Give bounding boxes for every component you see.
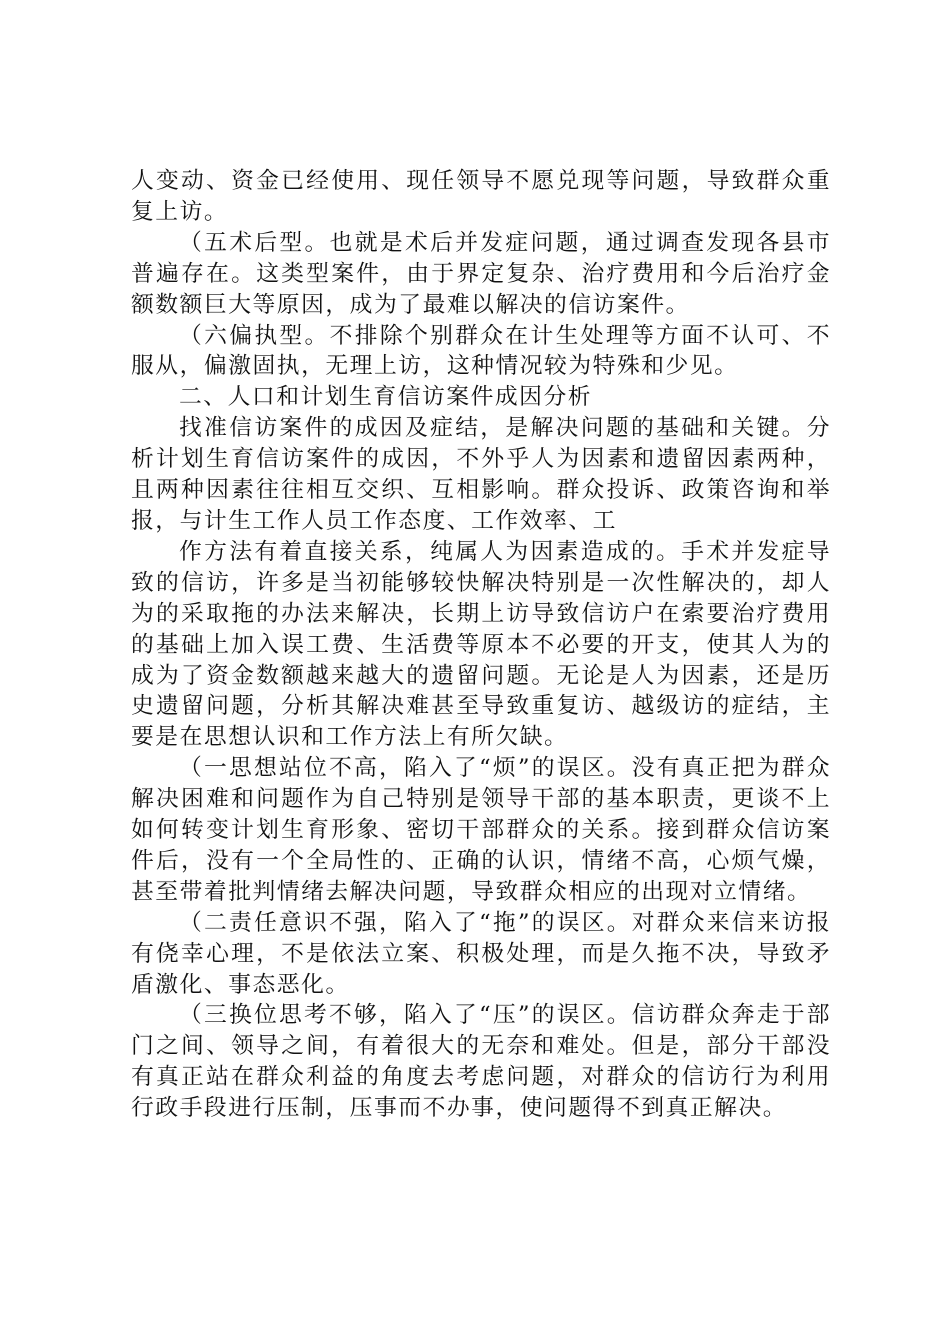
section-heading: 二、人口和计划生育信访案件成因分析	[179, 384, 593, 411]
paragraph-analysis: 作方法有着直接关系，纯属人为因素造成的。手术并发症导致的信访，许多是当初能够较快解决特别是一次性解决的，却人为的采取拖的办法来解决，长期上访导致信访户在索要治疗费用的基础上加入误工费、生活费等原本不必要的开支，使其人为的成为了资金数额越来越大的遗留问题。无论是人为因素，还是历史遗留问题，分析其解决难甚至导致重复访、越级访的症结，主要是在思想认识和工作方法上有所欠缺。	[131, 538, 831, 751]
paragraph-intro: 找准信访案件的成因及症结，是解决问题的基础和关键。分析计划生育信访案件的成因，不外乎人为因素和遗留因素两种，且两种因素往往相互交织、互相影响。群众投诉、政策咨询和举报，与计生工作人员工作态度、工作效率、工	[131, 415, 831, 534]
paragraph-point-1: （一思想站位不高，陷入了“烦”的误区。没有真正把为群众解决困难和问题作为自己特别是领导干部的基本职责，更谈不上如何转变计划生育形象、密切干部群众的关系。接到群众信访案件后，没有一个全局性的、正确的认识，情绪不高，心烦气燥，甚至带着批判情绪去解决问题，导致群众相应的出现对立情绪。	[131, 755, 831, 905]
body-text	[131, 166, 831, 1124]
paragraph-point-2: （二责任意识不强，陷入了“拖”的误区。对群众来信来访报有侥幸心理，不是依法立案、积极处理，而是久拖不决，导致矛盾激化、事态恶化。	[131, 909, 831, 998]
paragraph-point-3: （三换位思考不够，陷入了“压”的误区。信访群众奔走于部门之间、领导之间，有着很大的无奈和难处。但是，部分干部没有真正站在群众利益的角度去考虑问题，对群众的信访行为利用行政手段进行压制，压事而不办事，使问题得不到真正解决。	[131, 1002, 831, 1122]
paragraph-continuation: 人变动、资金已经使用、现任领导不愿兑现等问题，导致群众重复上访。	[131, 168, 831, 225]
paragraph-item-6: （六偏执型。不排除个别群众在计生处理等方面不认可、不服从，偏激固执，无理上访，这种情况较为特殊和少见。	[131, 322, 831, 380]
paragraph-item-5: （五术后型。也就是术后并发症问题，通过调查发现各县市普遍存在。这类型案件，由于界定复杂、治疗费用和今后治疗金额数额巨大等原因，成为了最难以解决的信访案件。	[131, 229, 831, 318]
